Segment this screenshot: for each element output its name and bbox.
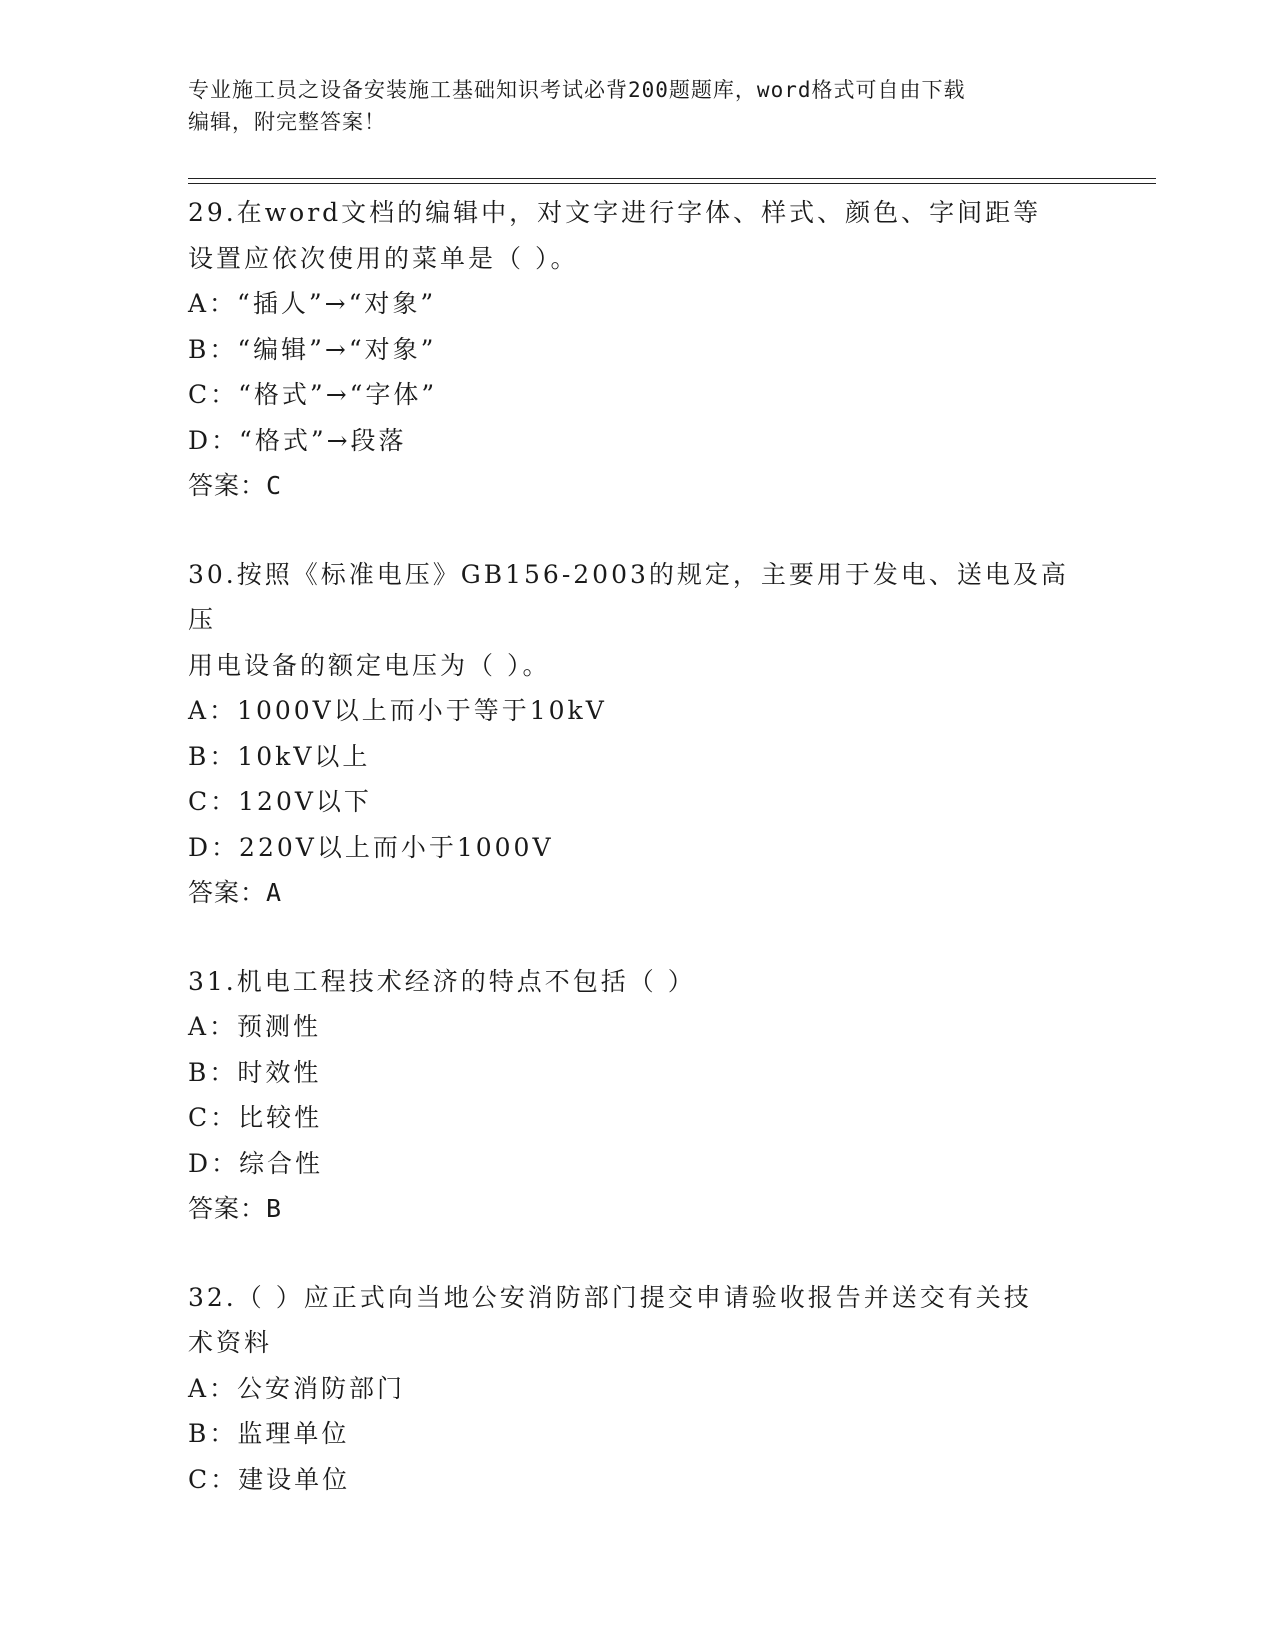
option-b: B：10kV以上 <box>188 741 371 771</box>
spacer <box>188 1232 1088 1275</box>
question-block <box>188 1275 1088 1503</box>
question-stem: 31.机电工程技术经济的特点不包括（ ） <box>188 966 696 996</box>
question-stem-continued: 设置应依次使用的菜单是（ ）。 <box>188 243 579 273</box>
answer: 答案：A <box>188 878 283 907</box>
question-stem: 30.按照《标准电压》GB156-2003的规定，主要用于发电、送电及高压 <box>188 559 1069 634</box>
option-c: C：建设单位 <box>188 1464 351 1494</box>
answer: 答案：B <box>188 1194 283 1223</box>
header-line-1: 专业施工员之设备安装施工基础知识考试必背200题题库，word格式可自由下载 <box>188 78 966 102</box>
question-block <box>188 190 1088 509</box>
option-b: B：监理单位 <box>188 1419 350 1448</box>
header-line-2: 编辑，附完整答案！ <box>188 110 386 134</box>
spacer <box>188 916 1088 959</box>
option-b: B：“编辑”→“对象” <box>188 334 437 364</box>
question-stem-continued: 术资料 <box>188 1328 273 1357</box>
option-a: A：预测性 <box>188 1012 322 1041</box>
option-b: B：时效性 <box>188 1057 322 1087</box>
option-a: A：公安消防部门 <box>188 1373 406 1403</box>
spacer <box>188 509 1088 552</box>
option-a: A：1000V以上而小于等于10kV <box>188 696 607 725</box>
option-c: C：比较性 <box>188 1103 323 1132</box>
question-stem: 32.（ ）应正式向当地公安消防部门提交申请验收报告并送交有关技 <box>188 1282 1032 1312</box>
option-d: D：综合性 <box>188 1148 324 1178</box>
option-c: C：“格式”→“字体” <box>188 380 438 409</box>
header-divider-bottom <box>188 183 1156 184</box>
question-block <box>188 552 1088 916</box>
document-header <box>188 74 1068 138</box>
option-d: D：“格式”→段落 <box>188 425 407 455</box>
question-block <box>188 959 1088 1232</box>
header-divider-top <box>188 178 1156 179</box>
option-c: C：120V以下 <box>188 787 372 816</box>
question-list <box>188 190 1088 1502</box>
question-stem: 29.在word文档的编辑中，对文字进行字体、样式、颜色、字间距等 <box>188 198 1042 227</box>
option-d: D：220V以上而小于1000V <box>188 832 554 862</box>
answer: 答案：C <box>188 471 283 500</box>
option-a: A：“插人”→“对象” <box>188 289 437 318</box>
question-stem-continued: 用电设备的额定电压为（ ）。 <box>188 650 551 680</box>
